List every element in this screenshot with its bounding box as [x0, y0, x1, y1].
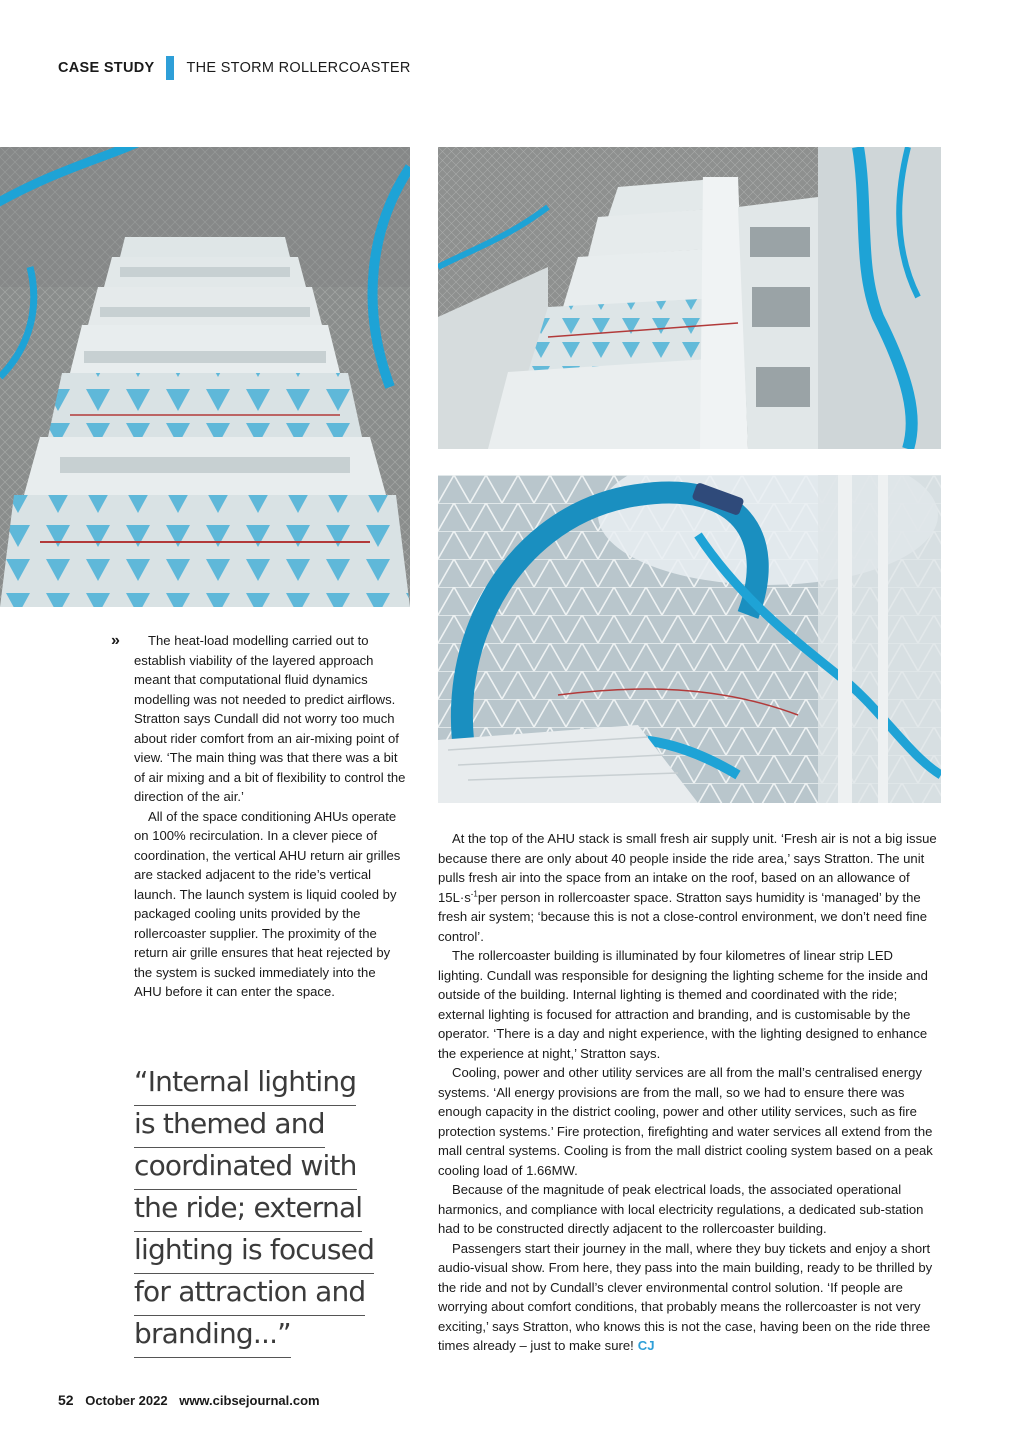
pull-quote-line: lighting is focused	[134, 1232, 374, 1274]
pull-quote	[134, 1064, 424, 1358]
ahu-stack-photo-left	[0, 147, 410, 607]
left-paragraph-2: All of the space conditioning AHUs operate on 100% recirculation. In a clever piece of coordination, the vertical AHU return air grilles are stacked adjacent to the ride’s vertical launch. The launch system is liquid cooled by packaged cooling units provided by the rollercoaster supplier. The proximity of the return air grille ensures that heat rejected by the system is sucked immediately into the AHU before it can enter the space.	[134, 808, 401, 999]
section-label: CASE STUDY	[58, 60, 155, 76]
right-paragraph-4: Because of the magnitude of peak electrical loads, the associated operational harmonics, and compliance with local electricity regulations, a dedicated sub-station had to be constructed directly adjacent to the rollercoaster building.	[438, 1182, 924, 1236]
end-mark: CJ	[637, 1338, 655, 1353]
right-paragraph-2: The rollercoaster building is illuminated by four kilometres of linear strip LED lighting. Cundall was responsible for designing the lighting scheme for the inside and outside of the building. Internal lighting is themed and coordinated with the ride; external lighting is focused for attraction and branding, and is customisable by the operator. ‘There is a day and night experience, with the lighting designed to enhance the experience at night,’ Stratton says.	[438, 948, 928, 1061]
page-number: 52	[58, 1392, 74, 1408]
right-paragraph-5: Passengers start their journey in the mall, where they buy tickets and enjoy a short audio-visual show. From here, they pass into the main building, ready to be thrilled by the ride and not by Cundall’s clever environmental control solution. ‘If people are worrying about comfort conditions, that probably means the rollercoaster is not very exciting,’ says Stratton, who knows this is not the case, having been on the ride three times already – just to make sure! CJ	[438, 1240, 933, 1353]
pull-quote-line: branding...”	[134, 1316, 291, 1358]
pull-quote-line: “Internal lighting	[134, 1064, 356, 1106]
left-column	[111, 631, 406, 1002]
page-footer	[58, 1392, 320, 1408]
continued-marker-icon: »	[111, 632, 120, 649]
pull-quote-line: for attraction and	[134, 1274, 365, 1316]
unit-superscript: -1	[470, 889, 478, 899]
right-paragraph-1: At the top of the AHU stack is small fresh air supply unit. ‘Fresh air is not a big issue because there are only about 40 people inside the ride area,’ says Stratton. The unit pulls fresh air into the space from an intake on the roof, based on an allowance of $15L\cdot s^{-1}per$ person in rollercoaster space. Stratton says humidity is ‘managed’ by the fresh air system; ‘because this is not a close-control environment, we don’t need fine control’.	[438, 831, 937, 944]
header-divider-bar	[166, 56, 174, 80]
pull-quote-line: is themed and	[134, 1106, 325, 1148]
dome-rollercoaster-photo	[438, 475, 941, 803]
pull-quote-line: coordinated with	[134, 1148, 357, 1190]
right-column	[438, 829, 938, 1356]
right-paragraph-3: Cooling, power and other utility services are all from the mall’s centralised energy systems. ‘All energy provisions are from the mall, so we had to ensure there was enough capacity in the district cooling, power and other utility services, such as fire protection systems.’ Fire protection, firefighting and water services all extend from the mall central systems. Cooling is from the mall district cooling system based on a peak cooling load of 1.66MW.	[438, 1065, 933, 1178]
running-header	[58, 56, 411, 80]
left-paragraph-1: The heat-load modelling carried out to establish viability of the layered approach meant that computational fluid dynamics modelling was not needed to predict airflows. Stratton says Cundall did not worry too much about rider comfort from an air-mixing point of view. ‘The main thing was that there was a bit of air mixing and a bit of flexibility to control the direction of the air.’	[134, 633, 406, 804]
article-topic: THE STORM ROLLERCOASTER	[186, 60, 411, 76]
ahu-stack-photo-right	[438, 147, 941, 449]
pull-quote-line: the ride; external	[134, 1190, 362, 1232]
issue-date: October 2022	[85, 1393, 168, 1408]
website-link[interactable]: www.cibsejournal.com	[179, 1393, 320, 1408]
